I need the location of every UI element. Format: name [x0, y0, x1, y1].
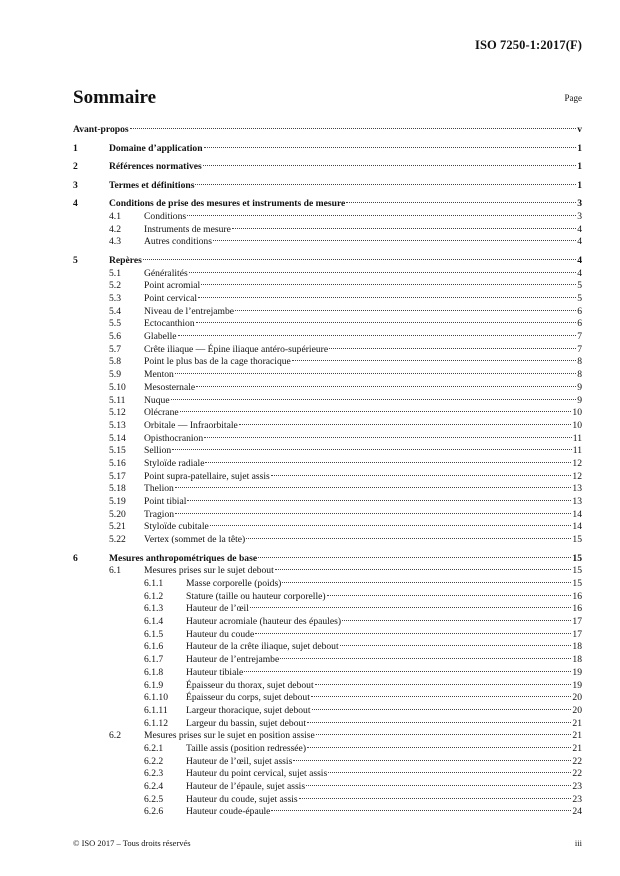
toc-entry-page: 16 [572, 590, 582, 602]
dot-leader [271, 810, 571, 811]
toc-entry-page: 22 [572, 755, 582, 767]
toc-entry-page: 17 [572, 616, 582, 628]
dot-leader [195, 184, 576, 185]
toc-entry-title: Références normatives [109, 161, 202, 173]
toc-entry-number: 6.2.1 [144, 742, 164, 754]
toc-entry-page: 4 [577, 236, 582, 248]
toc-entry-page: 16 [572, 603, 582, 615]
toc-entry-title: Hauteur tibiale [186, 666, 244, 678]
toc-entry[interactable] [73, 692, 582, 705]
toc-entry[interactable] [73, 578, 582, 591]
toc-entry[interactable] [73, 680, 582, 693]
toc-entry-page: 10 [572, 419, 582, 431]
toc-entry-number: 5.8 [109, 356, 121, 368]
toc-entry-title: Hauteur de l’œil, sujet assis [186, 755, 293, 767]
toc-entry-page: 22 [572, 768, 582, 780]
dot-leader [172, 449, 572, 450]
toc-entry-number: 6.1.3 [144, 603, 164, 615]
toc-entry-number: 5.3 [109, 293, 121, 305]
toc-entry[interactable] [73, 344, 582, 357]
toc-entry-number: 5.9 [109, 369, 121, 381]
toc-entry-page: 14 [572, 521, 582, 533]
dot-leader [204, 147, 577, 148]
dot-leader [213, 240, 576, 241]
dot-leader [175, 373, 576, 374]
toc-entry-title: Mesures prises sur le sujet debout [144, 565, 274, 577]
toc-entry-title: Hauteur du coude, sujet assis [186, 793, 298, 805]
toc-entry-title: Largeur du bassin, sujet debout [186, 717, 306, 729]
toc-entry[interactable] [73, 268, 582, 281]
toc-entry-title: Niveau de l’entrejambe [144, 305, 235, 317]
toc-entry[interactable] [73, 180, 582, 193]
toc-entry-number: 6.2.6 [144, 806, 164, 818]
toc-entry[interactable] [73, 318, 582, 331]
dot-leader [340, 645, 572, 646]
toc-entry-number: 6.1 [109, 565, 121, 577]
dot-leader [250, 607, 572, 608]
dot-leader [307, 747, 571, 748]
toc-entry-page: 7 [577, 331, 582, 343]
toc-entry-page: 5 [577, 280, 582, 292]
toc-entry-number: 6.1.7 [144, 654, 164, 666]
toc-entry-number: 4 [73, 198, 78, 210]
toc-entry-page: 3 [577, 198, 582, 210]
toc-entry-number: 6.1.4 [144, 616, 164, 628]
dot-leader [346, 202, 576, 203]
dot-leader [307, 722, 571, 723]
toc-entry-title: Hauteur de l’œil [186, 603, 249, 615]
dot-leader [175, 487, 572, 488]
dot-leader [205, 462, 571, 463]
toc-entry[interactable] [73, 565, 582, 578]
toc-entry-title: Conditions de prise des mesures et instruments de mesure [109, 198, 346, 210]
toc-entry-page: 8 [577, 369, 582, 381]
toc-entry-page: 8 [577, 356, 582, 368]
toc-entry[interactable] [73, 224, 582, 237]
toc-entry-number: 5.6 [109, 331, 121, 343]
toc-entry-page: 1 [577, 142, 582, 154]
footer-page-number: iii [574, 838, 582, 848]
toc-entry-number: 5.17 [109, 470, 126, 482]
dot-leader [130, 128, 577, 129]
toc-entry-page: 19 [572, 679, 582, 691]
toc-entry-number: 5 [73, 254, 78, 266]
toc-entry-title: Point le plus bas de la cage thoracique [144, 356, 291, 368]
dot-leader [299, 798, 572, 799]
dot-leader [189, 272, 577, 273]
dot-leader [235, 310, 576, 311]
dot-leader [187, 215, 576, 216]
toc-entry-page: 3 [577, 211, 582, 222]
toc-entry[interactable] [73, 718, 582, 731]
toc-entry-title: Point supra-patellaire, sujet assis [144, 470, 270, 482]
toc-entry-number: 5.11 [109, 394, 126, 406]
toc-entry-page: 1 [577, 179, 582, 191]
toc-entry-title: Menton [144, 369, 174, 381]
toc-entry-number: 5.20 [109, 508, 126, 520]
toc-entry-number: 5.2 [109, 280, 121, 292]
toc-entry-title: Domaine d’application [109, 142, 203, 154]
dot-leader [329, 348, 576, 349]
toc-entry[interactable] [73, 496, 582, 509]
dot-leader [328, 772, 571, 773]
toc-entry-number: 6.2.4 [144, 781, 164, 793]
toc-entry-number: 6.1.12 [144, 717, 168, 729]
toc-entry[interactable] [73, 356, 582, 369]
dot-leader [198, 297, 576, 298]
toc-entry-title: Mesures anthropométriques de base [109, 552, 258, 564]
dot-leader [201, 284, 576, 285]
dot-leader [246, 538, 571, 539]
document-header: ISO 7250-1:2017(F) [474, 38, 582, 52]
toc-entry[interactable] [73, 280, 582, 293]
dot-leader [327, 595, 572, 596]
toc-entry-page: 12 [572, 470, 582, 482]
toc-entry-number: 6.1.6 [144, 641, 164, 653]
toc-entry[interactable] [73, 705, 582, 718]
toc-entry-page: 7 [577, 343, 582, 355]
dot-leader [271, 475, 572, 476]
toc-entry-title: Autres conditions [144, 236, 212, 248]
dot-leader [210, 525, 572, 526]
toc-entry-title: Repères [109, 254, 142, 266]
dot-leader [316, 734, 572, 735]
toc-entry-number: 6.2.3 [144, 768, 164, 780]
toc-entry-number: 6.1.8 [144, 666, 164, 678]
toc-entry[interactable] [73, 534, 582, 547]
dot-leader [178, 335, 577, 336]
toc-entry-page: 5 [577, 293, 582, 305]
toc-entry-page: 12 [572, 457, 582, 469]
toc-entry-page: 21 [572, 717, 582, 729]
toc-entry-title: Opisthocranion [144, 432, 204, 444]
toc-entry-title: Masse corporelle (poids) [186, 578, 282, 590]
footer-copyright: © ISO 2017 – Tous droits réservés [73, 838, 191, 848]
toc-entry-number: 5.4 [109, 305, 121, 317]
dot-leader [311, 696, 572, 697]
toc-entry-title: Hauteur du coude [186, 628, 255, 640]
toc-entry-number: 5.16 [109, 457, 126, 469]
toc-entry[interactable] [73, 143, 582, 156]
toc-entry-page: 23 [572, 781, 582, 793]
toc-entry-number: 3 [73, 179, 78, 191]
toc-entry-page: 15 [572, 534, 582, 546]
toc-entry-number: 6.1.9 [144, 679, 164, 691]
toc-entry-number: 4.1 [109, 211, 121, 222]
toc-entry[interactable] [73, 794, 582, 807]
toc-entry-number: 6.1.5 [144, 628, 164, 640]
toc-entry-number: 6.2 [109, 730, 121, 742]
toc-entry-page: 4 [577, 254, 582, 266]
toc-entry-title: Hauteur de l’entrejambe [186, 654, 280, 666]
toc-entry-title: Point acromial [144, 280, 201, 292]
toc-entry-page: 9 [577, 381, 582, 393]
toc-entry-page: 20 [572, 692, 582, 704]
dot-leader [306, 785, 571, 786]
dot-leader [175, 513, 571, 514]
toc-entry-title: Point tibial [144, 496, 187, 508]
toc-entry[interactable] [73, 806, 582, 819]
toc-entry-title: Mesosternale [144, 381, 196, 393]
toc-entry-title: Épaisseur du thorax, sujet debout [186, 679, 314, 691]
toc-entry-page: 14 [572, 508, 582, 520]
toc-entry-title: Point cervical [144, 293, 198, 305]
table-of-contents [73, 124, 582, 819]
toc-entry-number: 6 [73, 552, 78, 564]
toc-entry[interactable] [73, 730, 582, 743]
toc-entry-number: 5.15 [109, 445, 126, 457]
toc-entry-page: 15 [572, 565, 582, 577]
dot-leader [187, 500, 571, 501]
toc-entry-number: 5.21 [109, 521, 126, 533]
toc-entry[interactable] [73, 407, 582, 420]
toc-entry[interactable] [73, 198, 582, 211]
toc-entry-number: 6.1.2 [144, 590, 164, 602]
toc-entry-title: Tragion [144, 508, 175, 520]
toc-entry-number: 1 [73, 142, 78, 154]
toc-entry-page: 24 [572, 806, 582, 818]
toc-entry-number: 5.14 [109, 432, 126, 444]
toc-entry-number: 5.7 [109, 343, 121, 355]
toc-entry[interactable] [73, 667, 582, 680]
toc-entry[interactable] [73, 509, 582, 522]
toc-entry-number: 2 [73, 161, 78, 173]
toc-entry-title: Crête iliaque — Épine iliaque antéro-supérieure [144, 343, 329, 355]
toc-entry-page: 13 [572, 496, 582, 508]
toc-entry-page: 4 [577, 267, 582, 279]
toc-entry[interactable] [73, 483, 582, 496]
toc-entry-title: Sellion [144, 445, 172, 457]
toc-entry[interactable] [73, 382, 582, 395]
toc-entry-number: 5.19 [109, 496, 126, 508]
toc-entry-title: Hauteur de la crête iliaque, sujet debout [186, 641, 339, 653]
toc-entry-title: Glabelle [144, 331, 177, 343]
toc-entry-page: 10 [572, 407, 582, 419]
toc-entry-page: 13 [572, 483, 582, 495]
toc-entry-title: Hauteur du point cervical, sujet assis [186, 768, 328, 780]
toc-entry[interactable] [73, 161, 582, 174]
dot-leader [180, 411, 572, 412]
toc-entry-page: 6 [577, 318, 582, 330]
dot-leader [342, 620, 571, 621]
dot-leader [312, 709, 572, 710]
dot-leader [292, 360, 576, 361]
toc-entry-title: Largeur thoracique, sujet debout [186, 704, 311, 716]
toc-entry[interactable] [73, 654, 582, 667]
toc-entry-number: 6.1.10 [144, 692, 168, 704]
toc-entry-number: 5.12 [109, 407, 126, 419]
toc-entry[interactable] [73, 743, 582, 756]
toc-entry-page: 1 [577, 161, 582, 173]
toc-entry-number: 6.1.11 [144, 704, 168, 716]
dot-leader [293, 760, 571, 761]
dot-leader [171, 399, 577, 400]
toc-entry-page: 6 [577, 305, 582, 317]
toc-entry-title: Mesures prises sur le sujet en position assise [144, 730, 315, 742]
toc-entry-number: 5.1 [109, 267, 121, 279]
dot-leader [232, 228, 576, 229]
dot-leader [255, 633, 571, 634]
toc-entry[interactable] [73, 420, 582, 433]
toc-entry[interactable] [73, 756, 582, 769]
toc-entry[interactable] [73, 433, 582, 446]
toc-entry[interactable] [73, 629, 582, 642]
toc-entry-title: Stature (taille ou hauteur corporelle) [186, 590, 326, 602]
dot-leader [196, 322, 577, 323]
toc-entry-number: 6.1.1 [144, 578, 164, 590]
toc-entry[interactable] [73, 369, 582, 382]
toc-entry[interactable] [73, 603, 582, 616]
toc-entry[interactable] [73, 211, 582, 224]
toc-entry-title: Hauteur coude-épaule [186, 806, 271, 818]
dot-leader [282, 582, 571, 583]
toc-entry[interactable] [73, 293, 582, 306]
toc-entry[interactable] [73, 521, 582, 534]
toc-entry[interactable] [73, 471, 582, 484]
toc-entry[interactable] [73, 124, 582, 137]
toc-entry-title: Thelion [144, 483, 174, 495]
toc-entry-page: 19 [572, 666, 582, 678]
toc-entry-number: 5.13 [109, 419, 126, 431]
toc-entry-number: 5.5 [109, 318, 121, 330]
toc-entry-title: Vertex (sommet de la tête) [144, 534, 246, 546]
dot-leader [203, 165, 576, 166]
toc-entry-title: Nuque [144, 394, 170, 406]
page-title: Sommaire [73, 87, 157, 108]
toc-entry[interactable] [73, 395, 582, 408]
dot-leader [280, 658, 571, 659]
toc-entry[interactable] [73, 255, 582, 268]
toc-entry[interactable] [73, 553, 582, 566]
toc-entry-number: 4.2 [109, 223, 121, 235]
toc-entry-title: Hauteur acromiale (hauteur des épaules) [186, 616, 342, 628]
toc-entry-title: Hauteur de l’épaule, sujet assis [186, 781, 306, 793]
dot-leader [239, 424, 572, 425]
page-column-label: Page [564, 93, 582, 103]
toc-entry[interactable] [73, 616, 582, 629]
toc-entry[interactable] [73, 458, 582, 471]
toc-entry-title: Olécrane [144, 407, 179, 419]
toc-entry[interactable] [73, 641, 582, 654]
toc-entry-title: Termes et définitions [109, 179, 195, 191]
toc-entry-page: 11 [572, 432, 582, 444]
toc-entry-number: 6.2.2 [144, 755, 164, 767]
dot-leader [143, 259, 576, 260]
toc-entry-title: Avant-propos [73, 124, 129, 135]
toc-entry-number: 5.22 [109, 534, 126, 546]
toc-entry-page: 21 [572, 742, 582, 754]
dot-leader [315, 684, 572, 685]
toc-entry-title: Conditions [144, 211, 187, 222]
toc-entry[interactable] [73, 236, 582, 249]
toc-entry-page: 11 [572, 445, 582, 457]
dot-leader [275, 569, 572, 570]
toc-entry-page: 18 [572, 654, 582, 666]
dot-leader [258, 557, 571, 558]
toc-entry-title: Généralités [144, 267, 188, 279]
toc-entry-number: 6.2.5 [144, 793, 164, 805]
toc-entry-title: Taille assis (position redressée) [186, 742, 307, 754]
toc-entry-page: 17 [572, 628, 582, 640]
toc-entry-title: Épaisseur du corps, sujet debout [186, 692, 310, 704]
toc-entry-number: 5.18 [109, 483, 126, 495]
toc-entry[interactable] [73, 781, 582, 794]
toc-entry-page: 15 [572, 578, 582, 590]
toc-entry-page: 20 [572, 704, 582, 716]
toc-entry-title: Styloïde radiale [144, 457, 205, 469]
dot-leader [196, 386, 576, 387]
toc-entry-page: 15 [572, 552, 582, 564]
toc-entry-title: Orbitale — Infraorbitale [144, 419, 238, 431]
toc-entry-page: v [577, 124, 582, 135]
toc-entry[interactable] [73, 591, 582, 604]
toc-entry[interactable] [73, 768, 582, 781]
toc-entry[interactable] [73, 331, 582, 344]
toc-entry-title: Ectocanthion [144, 318, 195, 330]
toc-entry-number: 4.3 [109, 236, 121, 248]
toc-entry-page: 21 [572, 730, 582, 742]
toc-entry[interactable] [73, 306, 582, 319]
dot-leader [204, 437, 572, 438]
toc-entry-page: 18 [572, 641, 582, 653]
toc-entry-title: Instruments de mesure [144, 223, 231, 235]
toc-entry[interactable] [73, 445, 582, 458]
toc-entry-page: 4 [577, 223, 582, 235]
dot-leader [244, 671, 571, 672]
toc-entry-page: 9 [577, 394, 582, 406]
toc-entry-number: 5.10 [109, 381, 126, 393]
toc-entry-title: Styloïde cubitale [144, 521, 209, 533]
toc-entry-page: 23 [572, 793, 582, 805]
